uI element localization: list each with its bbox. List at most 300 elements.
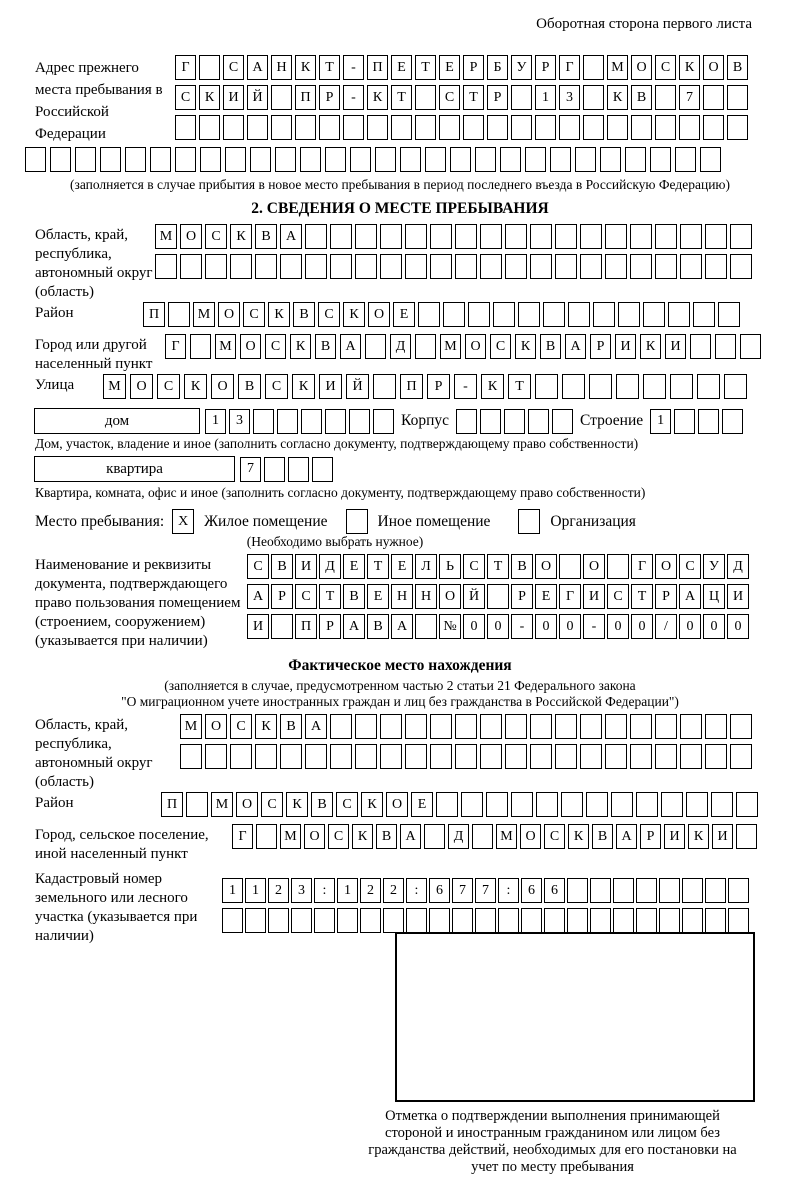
char-cell [429, 908, 450, 933]
char-cell [493, 302, 515, 327]
char-cell: К [295, 55, 316, 80]
char-cell: 0 [631, 614, 653, 639]
char-cell [705, 224, 727, 249]
stay-option-residential: Жилое помещение [204, 512, 328, 530]
char-cell [456, 409, 477, 434]
prev-address-note: (заполняется в случае прибытия в новое место пребывания в период последнего въезда в Российскую Федерацию) [69, 177, 731, 192]
char-cell [559, 115, 580, 140]
char-cell [301, 409, 322, 434]
char-cell: И [319, 374, 342, 399]
char-cell [655, 115, 676, 140]
char-cell [727, 115, 748, 140]
stroenie-label: Строение [580, 412, 644, 429]
char-cell: Е [393, 302, 415, 327]
fact-region-grid-row-2 [180, 744, 752, 769]
char-cell: П [295, 614, 317, 639]
char-cell [559, 554, 581, 579]
char-cell [705, 878, 726, 903]
char-cell [655, 85, 676, 110]
prev-address-section [35, 55, 800, 145]
char-cell: С [205, 224, 227, 249]
char-cell: В [540, 334, 561, 359]
char-cell: Т [415, 55, 436, 80]
char-cell [305, 254, 327, 279]
char-cell: А [565, 334, 586, 359]
char-cell: В [255, 224, 277, 249]
char-cell [355, 714, 377, 739]
street-row [35, 374, 800, 404]
char-cell [452, 908, 473, 933]
char-cell: Т [319, 55, 340, 80]
fact-note-line1: (заполняется в случае, предусмотренном частью 2 статьи 21 Федерального закона [164, 678, 636, 693]
char-cell [643, 374, 666, 399]
char-cell: 1 [650, 409, 671, 434]
char-cell [567, 908, 588, 933]
char-cell: К [268, 302, 290, 327]
char-cell [406, 908, 427, 933]
char-cell [487, 115, 508, 140]
char-cell [607, 115, 628, 140]
char-cell [505, 744, 527, 769]
korpus-label: Корпус [401, 412, 449, 429]
char-cell: М [180, 714, 202, 739]
char-cell [325, 147, 346, 172]
char-cell: 6 [521, 878, 542, 903]
char-cell [380, 254, 402, 279]
corner-note: Оборотная сторона первого листа [536, 16, 752, 32]
region-grid-row-2 [155, 254, 752, 279]
document-grid-row-3 [247, 614, 749, 639]
char-cell [291, 908, 312, 933]
char-cell [391, 115, 412, 140]
char-cell: 0 [679, 614, 701, 639]
stay-option-organization: Организация [550, 512, 636, 530]
char-cell: В [376, 824, 397, 849]
char-cell: Е [535, 584, 557, 609]
city-row [35, 334, 800, 374]
prev-address-grid-row-4 [25, 147, 800, 172]
char-cell: Д [727, 554, 749, 579]
char-cell: 3 [229, 409, 250, 434]
char-cell [674, 409, 695, 434]
char-cell [468, 302, 490, 327]
char-cell: 0 [703, 614, 725, 639]
char-cell: Г [175, 55, 196, 80]
char-cell [544, 908, 565, 933]
char-cell: К [184, 374, 207, 399]
char-cell: : [498, 878, 519, 903]
char-cell: 0 [559, 614, 581, 639]
char-cell [605, 224, 627, 249]
char-cell: М [211, 792, 233, 817]
char-cell [405, 714, 427, 739]
char-cell: Л [415, 554, 437, 579]
char-cell: Ц [703, 584, 725, 609]
char-cell: Р [427, 374, 450, 399]
char-cell [511, 85, 532, 110]
char-cell [330, 224, 352, 249]
stay-type-label: Место пребывания: [35, 512, 165, 530]
char-cell [661, 792, 683, 817]
char-cell: П [295, 85, 316, 110]
char-cell: О [655, 554, 677, 579]
char-cell: О [130, 374, 153, 399]
char-cell [230, 254, 252, 279]
char-cell [415, 614, 437, 639]
char-cell [535, 115, 556, 140]
char-cell: Д [319, 554, 341, 579]
char-cell [319, 115, 340, 140]
char-cell [455, 254, 477, 279]
char-cell [730, 224, 752, 249]
char-cell: Т [487, 554, 509, 579]
char-cell [552, 409, 573, 434]
char-cell: А [391, 614, 413, 639]
char-cell [730, 714, 752, 739]
char-cell [337, 908, 358, 933]
char-cell [75, 147, 96, 172]
char-cell [280, 254, 302, 279]
char-cell: А [616, 824, 637, 849]
char-cell: К [230, 224, 252, 249]
char-cell: 3 [291, 878, 312, 903]
stamp-box [395, 932, 755, 1102]
char-cell [530, 224, 552, 249]
char-cell [686, 792, 708, 817]
char-cell: С [336, 792, 358, 817]
char-cell: 0 [535, 614, 557, 639]
char-cell: О [386, 792, 408, 817]
char-cell [349, 409, 370, 434]
char-cell: И [583, 584, 605, 609]
char-cell: - [454, 374, 477, 399]
char-cell [504, 409, 525, 434]
char-cell [383, 908, 404, 933]
char-cell [718, 302, 740, 327]
document-grid-row-2 [247, 584, 749, 609]
char-cell [475, 908, 496, 933]
char-cell [205, 254, 227, 279]
char-cell [200, 147, 221, 172]
char-cell: О [240, 334, 261, 359]
char-cell: Е [391, 554, 413, 579]
char-cell [505, 714, 527, 739]
char-cell [705, 254, 727, 279]
char-cell [680, 254, 702, 279]
char-cell: К [367, 85, 388, 110]
char-cell [555, 744, 577, 769]
district-row [35, 302, 800, 332]
char-cell: В [727, 55, 748, 80]
fact-city-row [35, 824, 800, 864]
char-cell [175, 115, 196, 140]
char-cell [728, 908, 749, 933]
char-cell: К [343, 302, 365, 327]
char-cell: Т [463, 85, 484, 110]
char-cell: 1 [205, 409, 226, 434]
char-cell [528, 409, 549, 434]
char-cell [567, 878, 588, 903]
checkbox-other-premises [346, 509, 368, 534]
char-cell [405, 254, 427, 279]
char-cell: О [535, 554, 557, 579]
char-cell [415, 85, 436, 110]
char-cell: С [157, 374, 180, 399]
char-cell [375, 147, 396, 172]
char-cell [730, 254, 752, 279]
char-cell [400, 147, 421, 172]
char-cell: Г [232, 824, 253, 849]
char-cell [461, 792, 483, 817]
char-cell [562, 374, 585, 399]
char-cell [330, 254, 352, 279]
char-cell [650, 147, 671, 172]
stay-type-row [35, 509, 800, 534]
char-cell [631, 115, 652, 140]
char-cell [223, 115, 244, 140]
char-cell [697, 374, 720, 399]
char-cell [636, 908, 657, 933]
fact-note-line2: "О миграционном учете иностранных граждан и лиц без гражданства в Российской Федерации") [121, 694, 679, 709]
char-cell [698, 409, 719, 434]
char-cell [199, 115, 220, 140]
char-cell [625, 147, 646, 172]
char-cell [480, 224, 502, 249]
street-grid [103, 374, 747, 399]
char-cell: 2 [268, 878, 289, 903]
char-cell [590, 878, 611, 903]
city-label: Город или другой населенный пункт [35, 337, 153, 372]
char-cell: 7 [475, 878, 496, 903]
char-cell [580, 224, 602, 249]
char-cell [277, 409, 298, 434]
char-cell: В [271, 554, 293, 579]
char-cell [350, 147, 371, 172]
char-cell [418, 302, 440, 327]
char-cell [525, 147, 546, 172]
char-cell [295, 115, 316, 140]
char-cell: К [481, 374, 504, 399]
char-cell: К [515, 334, 536, 359]
char-cell: Р [487, 85, 508, 110]
char-cell [530, 714, 552, 739]
document-row [35, 554, 800, 651]
char-cell [511, 792, 533, 817]
char-cell: Р [271, 584, 293, 609]
char-cell [455, 224, 477, 249]
char-cell [50, 147, 71, 172]
char-cell: : [406, 878, 427, 903]
char-cell [722, 409, 743, 434]
char-cell: И [712, 824, 733, 849]
char-cell [380, 714, 402, 739]
cadastre-grid-row-2 [222, 908, 749, 933]
char-cell: Р [640, 824, 661, 849]
char-cell [659, 878, 680, 903]
char-cell [175, 147, 196, 172]
char-cell: О [205, 714, 227, 739]
char-cell [613, 878, 634, 903]
char-cell [655, 714, 677, 739]
char-cell [455, 744, 477, 769]
char-cell: Р [463, 55, 484, 80]
char-cell [480, 714, 502, 739]
char-cell: В [315, 334, 336, 359]
char-cell [472, 824, 493, 849]
char-cell [155, 254, 177, 279]
char-cell [530, 744, 552, 769]
char-cell [655, 254, 677, 279]
char-cell [600, 147, 621, 172]
char-cell: О [211, 374, 234, 399]
fact-district-grid [161, 792, 758, 817]
char-cell: С [490, 334, 511, 359]
char-cell [180, 254, 202, 279]
char-cell: Б [487, 55, 508, 80]
char-cell: У [511, 55, 532, 80]
char-cell: О [304, 824, 325, 849]
char-cell: С [439, 85, 460, 110]
char-cell [245, 908, 266, 933]
char-cell [360, 908, 381, 933]
char-cell: Ь [439, 554, 461, 579]
char-cell: А [247, 55, 268, 80]
char-cell: О [236, 792, 258, 817]
char-cell [415, 115, 436, 140]
char-cell [264, 457, 285, 482]
char-cell: А [340, 334, 361, 359]
char-cell: 3 [559, 85, 580, 110]
cadastre-label: Кадастровый номер земельного или лесного участка (указывается при наличии) [35, 871, 198, 944]
char-cell [613, 908, 634, 933]
char-cell: О [180, 224, 202, 249]
char-cell: В [511, 554, 533, 579]
char-cell [186, 792, 208, 817]
char-cell [480, 409, 501, 434]
char-cell [253, 409, 274, 434]
char-cell [561, 792, 583, 817]
char-cell [463, 115, 484, 140]
char-cell: В [293, 302, 315, 327]
char-cell [580, 714, 602, 739]
char-cell: И [664, 824, 685, 849]
char-cell: П [400, 374, 423, 399]
char-cell [250, 147, 271, 172]
char-cell [670, 374, 693, 399]
char-cell: А [679, 584, 701, 609]
char-cell: В [367, 614, 389, 639]
char-cell [199, 55, 220, 80]
char-cell [605, 714, 627, 739]
char-cell [727, 85, 748, 110]
char-cell: Р [590, 334, 611, 359]
prev-address-label: Адрес прежнего места пребывания в Российской Федерации [35, 60, 163, 142]
char-cell: Т [319, 584, 341, 609]
char-cell [330, 714, 352, 739]
char-cell [690, 334, 711, 359]
char-cell [305, 744, 327, 769]
char-cell [715, 334, 736, 359]
district-label: Район [35, 305, 74, 321]
char-cell [583, 115, 604, 140]
char-cell: А [305, 714, 327, 739]
apartment-row [34, 456, 800, 482]
char-cell [705, 908, 726, 933]
char-cell [607, 554, 629, 579]
char-cell: С [243, 302, 265, 327]
char-cell: : [314, 878, 335, 903]
char-cell [275, 147, 296, 172]
char-cell [630, 224, 652, 249]
char-cell [630, 744, 652, 769]
char-cell [682, 908, 703, 933]
char-cell: Е [411, 792, 433, 817]
fact-city-grid [232, 824, 757, 849]
char-cell [616, 374, 639, 399]
char-cell: К [286, 792, 308, 817]
section2-title: 2. СВЕДЕНИЯ О МЕСТЕ ПРЕБЫВАНИЯ [251, 200, 549, 217]
char-cell: К [292, 374, 315, 399]
char-cell: Т [631, 584, 653, 609]
char-cell [430, 224, 452, 249]
checkbox-organization [518, 509, 540, 534]
char-cell: А [280, 224, 302, 249]
char-cell: Й [247, 85, 268, 110]
char-cell [271, 115, 292, 140]
char-cell [424, 824, 445, 849]
char-cell: И [223, 85, 244, 110]
char-cell: В [343, 584, 365, 609]
char-cell [703, 85, 724, 110]
char-cell: М [103, 374, 126, 399]
char-cell: О [439, 584, 461, 609]
apartment-grid [240, 457, 333, 482]
char-cell: Й [346, 374, 369, 399]
char-cell: 0 [727, 614, 749, 639]
char-cell: М [440, 334, 461, 359]
char-cell: П [367, 55, 388, 80]
char-cell: С [247, 554, 269, 579]
char-cell: Г [559, 55, 580, 80]
char-cell: 0 [607, 614, 629, 639]
char-cell: Т [391, 85, 412, 110]
char-cell: С [607, 584, 629, 609]
char-cell [256, 824, 277, 849]
char-cell [535, 374, 558, 399]
char-cell [430, 254, 452, 279]
fact-title: Фактическое место нахождения [288, 657, 512, 674]
char-cell: Й [463, 584, 485, 609]
char-cell [580, 254, 602, 279]
char-cell: С [655, 55, 676, 80]
char-cell [636, 878, 657, 903]
region-row [35, 224, 800, 302]
stay-type-note: (Необходимо выбрать нужное) [246, 534, 424, 549]
char-cell [365, 334, 386, 359]
char-cell: У [703, 554, 725, 579]
char-cell [630, 254, 652, 279]
char-cell [679, 115, 700, 140]
char-cell [705, 714, 727, 739]
char-cell: С [265, 374, 288, 399]
char-cell [487, 584, 509, 609]
char-cell: К [640, 334, 661, 359]
char-cell [280, 744, 302, 769]
char-cell: А [247, 584, 269, 609]
char-cell [668, 302, 690, 327]
char-cell [618, 302, 640, 327]
char-cell [586, 792, 608, 817]
